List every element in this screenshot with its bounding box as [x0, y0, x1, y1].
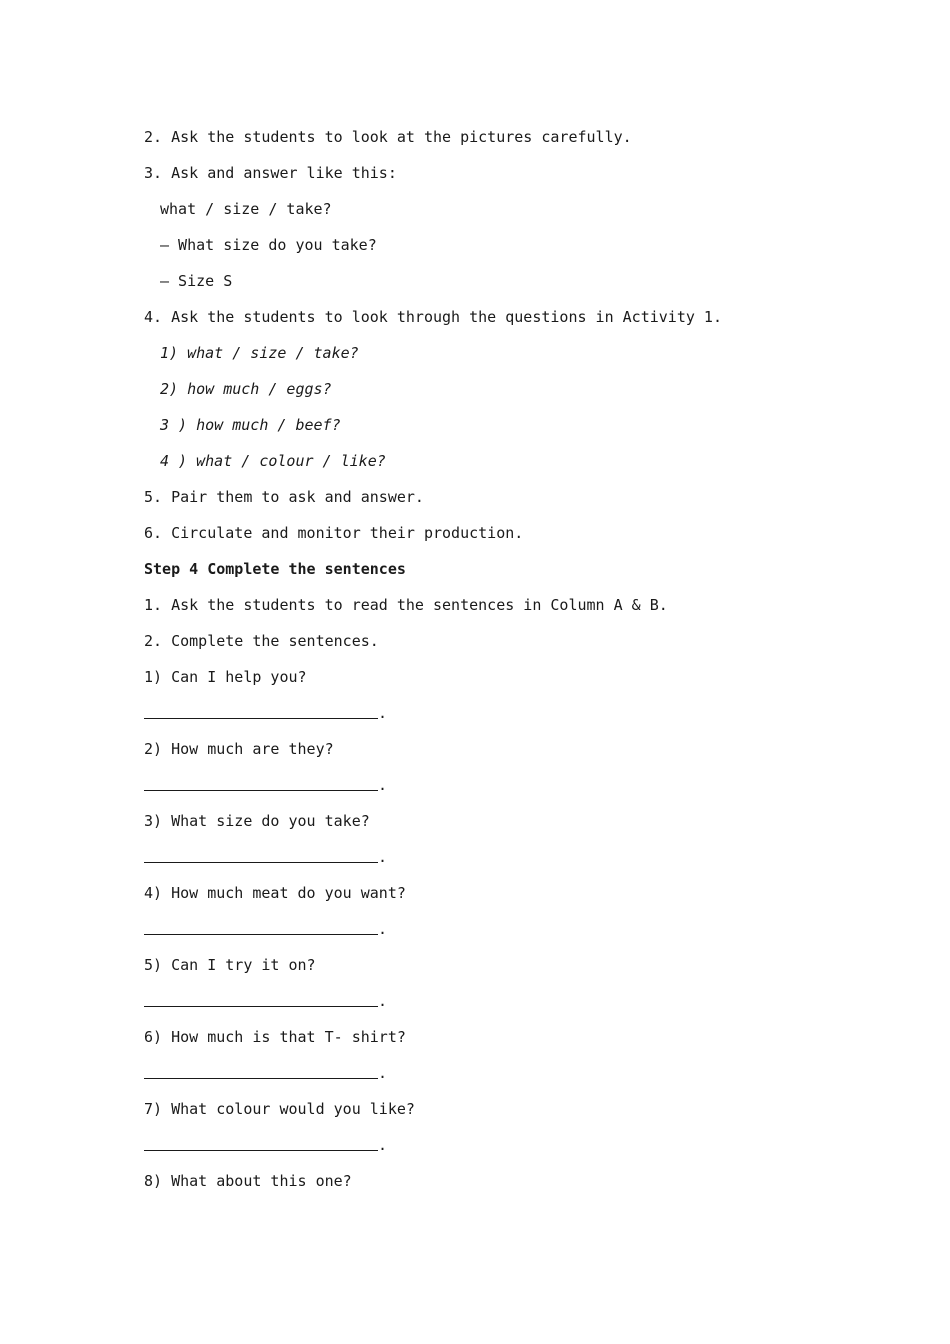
text-line: 4. Ask the students to look through the questions in Activity 1.: [144, 308, 722, 326]
answer-blank: .: [144, 703, 387, 723]
question-line: 3) What size do you take?: [144, 812, 370, 830]
answer-blank: .: [144, 1063, 387, 1083]
answer-blank: .: [144, 991, 387, 1011]
question-line: 6) How much is that T- shirt?: [144, 1028, 406, 1046]
answer-blank: .: [144, 847, 387, 867]
text-line: — Size S: [160, 272, 233, 290]
text-line: 3. Ask and answer like this:: [144, 164, 397, 182]
text-line: — What size do you take?: [160, 236, 377, 254]
text-line: 2) how much / eggs?: [160, 380, 332, 398]
text-line: 2. Ask the students to look at the pictures carefully.: [144, 128, 632, 146]
answer-blank: .: [144, 1135, 387, 1155]
text-line: 5. Pair them to ask and answer.: [144, 488, 424, 506]
answer-blank: .: [144, 775, 387, 795]
question-line: 1) Can I help you?: [144, 668, 307, 686]
question-line: 7) What colour would you like?: [144, 1100, 415, 1118]
section-heading: Step 4 Complete the sentences: [144, 560, 406, 578]
answer-blank: .: [144, 919, 387, 939]
question-line: 8) What about this one?: [144, 1172, 352, 1190]
text-line: 1. Ask the students to read the sentences in Column A & B.: [144, 596, 668, 614]
text-line: 6. Circulate and monitor their production.: [144, 524, 524, 542]
text-line: 1) what / size / take?: [160, 344, 359, 362]
text-line: what / size / take?: [160, 200, 332, 218]
text-line: 3 ) how much / beef?: [160, 416, 341, 434]
question-line: 2) How much are they?: [144, 740, 334, 758]
question-line: 5) Can I try it on?: [144, 956, 316, 974]
text-line: 4 ) what / colour / like?: [160, 452, 386, 470]
question-line: 4) How much meat do you want?: [144, 884, 406, 902]
text-line: 2. Complete the sentences.: [144, 632, 379, 650]
